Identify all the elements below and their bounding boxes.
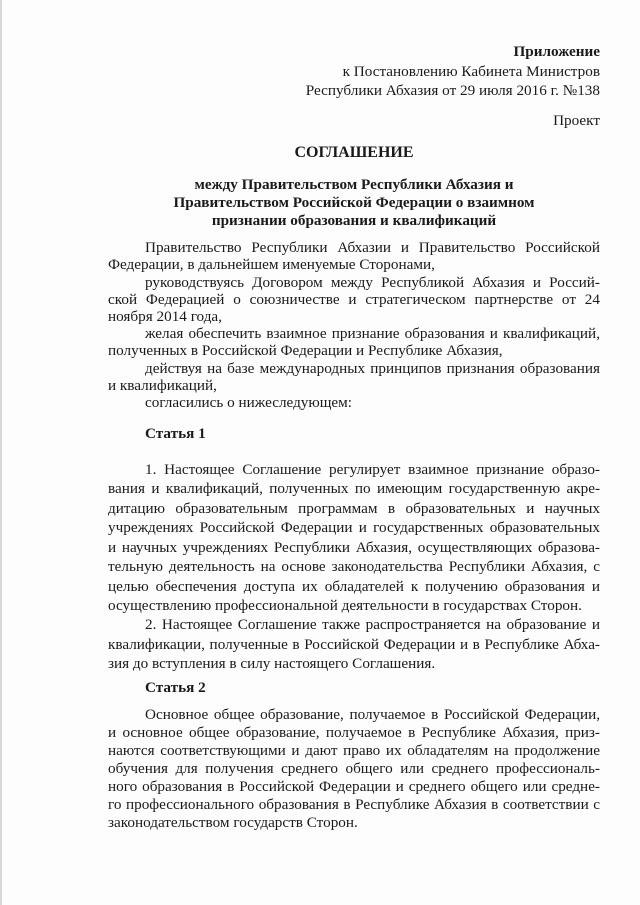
- title-line: признании образования и квалификаций: [211, 212, 497, 229]
- appendix-line-1: к Постановлению Кабинета Министров: [342, 63, 600, 80]
- article-1-line: квалификации, полученные в Российской Федерации и в Республике Абха-: [108, 636, 600, 653]
- preamble-line: ноября 2014 года,: [108, 308, 222, 325]
- preamble-line: Правительство Республики Абхазии и Правительство Российской: [145, 239, 600, 256]
- article-1-line: тельную деятельность на основе законодательства Республики Абхазия, с: [108, 558, 600, 575]
- article-1-line: учреждениях Российской Федерации и государственных образовательных: [108, 519, 600, 536]
- article-1-line: дитацию образовательным программам в образовательных и научных: [108, 500, 600, 517]
- article-2-heading: Статья 2: [145, 679, 206, 696]
- article-2-line: обучения для получения среднего общего или среднего профессиональ-: [108, 760, 600, 777]
- preamble-line: желая обеспечить взаимное признание образования и квалификаций,: [145, 325, 600, 342]
- article-1-line: и научных учреждениях Республики Абхазия, осуществляющих образова-: [108, 539, 600, 556]
- article-2-line: и основное общее образование, получаемое в Республике Абхазия, приз-: [108, 724, 600, 741]
- preamble-line: руководствуясь Договором между Республикой Абхазия и Россий-: [145, 274, 600, 291]
- appendix-label: Приложение: [513, 43, 600, 60]
- preamble-line: ской Федерацией о союзничестве и стратегическом партнерстве от 24: [108, 291, 600, 308]
- article-1-line: 1. Настоящее Соглашение регулирует взаимное признание образо-: [145, 461, 600, 478]
- scan-edge: [0, 0, 2, 905]
- preamble-line: согласились о нижеследующем:: [145, 394, 353, 411]
- document-title: СОГЛАШЕНИЕ: [294, 144, 414, 161]
- article-2-line: Основное общее образование, получаемое в Российской Федерации,: [145, 706, 600, 723]
- article-2-line: ного образования в Российской Федерации и среднего общего или средне-: [108, 778, 600, 795]
- title-line: между Правительством Республики Абхазия и: [194, 176, 514, 193]
- article-1-line: зия до вступления в силу настоящего Соглашения.: [108, 655, 436, 672]
- article-2-line: наются соответствующими и дают право их обладателям на продолжение: [108, 742, 600, 759]
- article-1-line: целью обеспечения доступа их обладателей к получению образования и: [108, 578, 600, 595]
- article-2-line: го профессионального образования в Республике Абхазия в соответствии с: [108, 796, 600, 813]
- article-2-line: законодательством государств Сторон.: [108, 814, 358, 831]
- draft-label: Проект: [553, 112, 600, 129]
- preamble-line: и квалификаций,: [108, 377, 217, 394]
- article-1-line: вания и квалификаций, полученных по имеющим государственную акре-: [108, 480, 600, 497]
- article-1-heading: Статья 1: [145, 425, 206, 442]
- preamble-line: действуя на базе международных принципов признания образования: [145, 360, 600, 377]
- appendix-line-2: Республики Абхазия от 29 июля 2016 г. №138: [305, 82, 600, 99]
- preamble-line: полученных в Российской Федерации и Республике Абхазия,: [108, 342, 503, 359]
- title-line: Правительством Российской Федерации о взаимном: [173, 194, 535, 211]
- article-1-line: 2. Настоящее Соглашение также распространяется на образование и: [145, 616, 600, 633]
- article-1-line: осуществлению профессиональной деятельности в государствах Сторон.: [108, 597, 582, 614]
- preamble-line: Федерации, в дальнейшем именуемые Сторонами,: [108, 256, 435, 273]
